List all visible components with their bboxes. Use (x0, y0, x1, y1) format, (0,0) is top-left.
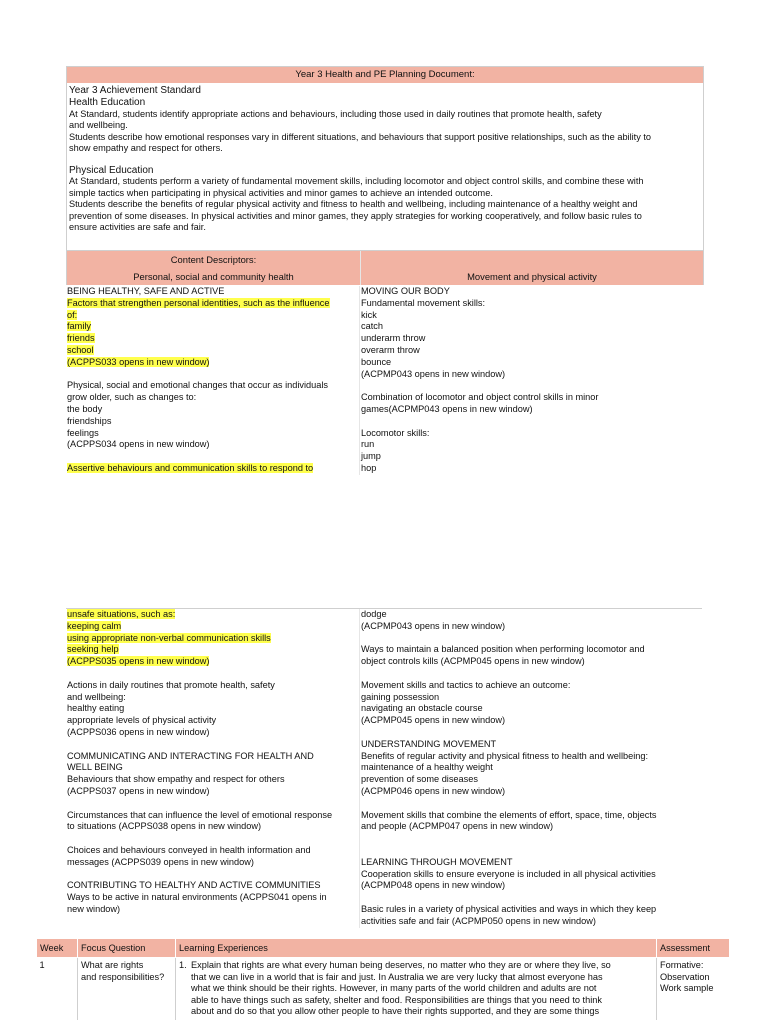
text-line (67, 621, 359, 633)
text-line (67, 880, 359, 892)
left-column-header: Personal, social and community health (67, 268, 361, 285)
text-line (67, 416, 359, 428)
descriptor-text: and wellbeing: (67, 691, 126, 702)
descriptor-text: hop (361, 462, 377, 473)
text-line (361, 392, 702, 404)
week-cell: 1 (39, 960, 45, 970)
text-line (361, 286, 702, 298)
health-paragraph-1: At Standard, students identify appropriate actions and behaviours, including those used in daily routines that promote health, safety (69, 108, 602, 119)
descriptor-text: games(ACPMP043 opens in new window) (361, 403, 533, 414)
content-descriptors-heading-empty (361, 251, 703, 268)
experience-line: about and do so that you allow other people to have their rights supported, and they are some things (191, 1006, 600, 1016)
assessment-line: Observation (660, 971, 710, 982)
descriptor-text: Assertive behaviours and communication skills to respond to (67, 462, 314, 473)
descriptor-text: Physical, social and emotional changes that occur as individuals (67, 380, 328, 391)
assessment-cell (657, 958, 730, 1020)
text-line (361, 416, 702, 428)
descriptor-text: school (67, 344, 94, 355)
focus-question-cell (78, 958, 176, 1020)
descriptor-text: maintenance of a healthy weight (361, 762, 493, 773)
text-line (361, 668, 702, 680)
descriptor-text: appropriate levels of physical activity (67, 715, 217, 726)
assessment-line: Formative: (660, 960, 704, 970)
descriptor-text: Benefits of regular activity and physical fitness to health and wellbeing: (361, 750, 649, 761)
descriptor-text: feelings (67, 427, 99, 438)
text-line (67, 845, 359, 857)
focus-line-1: What are rights (81, 960, 144, 970)
descriptor-text: run (361, 439, 375, 450)
text-line (361, 298, 702, 310)
descriptor-text: CONTRIBUTING TO HEALTHY AND ACTIVE COMMUNITIES (67, 880, 321, 891)
header-focus-question: Focus Question (78, 939, 176, 958)
descriptor-text: unsafe situations, such as: (67, 609, 176, 619)
text-line (361, 880, 702, 892)
text-line (67, 298, 359, 310)
descriptor-text: of: (67, 309, 78, 320)
text-line (361, 333, 702, 345)
descriptor-text: MOVING OUR BODY (361, 286, 450, 296)
experience-line: Explain that rights are what every human being deserves, no matter who they are or where they live, so (191, 960, 611, 970)
table-header-row (37, 939, 730, 958)
experience-line: that we can live in a world that is fair and just. In Australia we are very lucky that almost everyone has (191, 971, 603, 982)
text-line (361, 644, 702, 656)
text-line (67, 680, 359, 692)
page2-right-column (360, 609, 702, 928)
text-line (67, 668, 359, 680)
descriptor-text: BEING HEALTHY, SAFE AND ACTIVE (67, 286, 225, 296)
page2-descriptors (66, 608, 702, 928)
standard-heading: Year 3 Achievement Standard (69, 85, 201, 96)
descriptor-text: (ACPPS037 opens in new window) (67, 785, 210, 796)
text-line (361, 369, 702, 381)
text-line (361, 916, 702, 928)
text-line (361, 621, 702, 633)
descriptor-text: friends (67, 333, 95, 344)
text-line (67, 774, 359, 786)
document-title: Year 3 Health and PE Planning Document: (67, 67, 703, 83)
descriptor-text: activities safe and fair (ACPMP050 opens in new window) (361, 915, 596, 926)
text-line (361, 463, 702, 475)
text-line (361, 633, 702, 645)
descriptor-text: overarm throw (361, 344, 420, 355)
descriptor-text: and people (ACPMP047 opens in new window) (361, 821, 554, 832)
text-line (361, 404, 702, 416)
text-line (361, 845, 702, 857)
descriptor-text: prevention of some diseases (361, 774, 478, 785)
text-line (67, 380, 359, 392)
pe-paragraph-1: At Standard, students perform a variety of fundamental movement skills, including locomotor and object control skills, and combine these with (69, 176, 644, 187)
text-line (67, 810, 359, 822)
descriptor-text: family (67, 321, 91, 332)
descriptor-text: Choices and behaviours conveyed in health information and (67, 844, 311, 855)
content-descriptors-heading: Content Descriptors: (67, 251, 361, 268)
text-line (67, 463, 359, 475)
physical-education-heading: Physical Education (69, 164, 154, 176)
text-line (67, 310, 359, 322)
text-line (361, 739, 702, 751)
descriptor-text: dodge (361, 609, 387, 619)
descriptor-text: Ways to maintain a balanced position when performing locomotor and (361, 644, 645, 655)
text-line (67, 869, 359, 881)
descriptor-text: underarm throw (361, 333, 426, 344)
text-line (67, 428, 359, 440)
descriptor-text: (ACPMP046 opens in new window) (361, 785, 506, 796)
text-line (67, 392, 359, 404)
text-line (67, 451, 359, 463)
text-line (361, 751, 702, 763)
descriptor-text: Behaviours that show empathy and respect for others (67, 774, 285, 785)
achievement-standard-block (66, 66, 704, 252)
text-line (361, 786, 702, 798)
focus-line-2: and responsibilities? (81, 971, 165, 982)
health-paragraph-2: Students describe how emotional responses vary in different situations, and behaviours that support positive relationships, such as the ability to (69, 131, 652, 142)
text-line (67, 703, 359, 715)
text-line (67, 786, 359, 798)
header-week: Week (37, 939, 78, 958)
text-line (361, 680, 702, 692)
descriptor-text: Ways to be active in natural environments (ACPPS041 opens in (67, 892, 327, 903)
text-line (67, 644, 359, 656)
text-line (67, 321, 359, 333)
text-line (361, 762, 702, 774)
text-line (361, 810, 702, 822)
descriptor-text: (ACPPS034 opens in new window) (67, 439, 210, 450)
descriptor-text: friendships (67, 415, 112, 426)
text-line (67, 633, 359, 645)
pe-paragraph-2c: ensure activities are safe and fair. (69, 222, 206, 233)
descriptor-text: healthy eating (67, 703, 125, 714)
text-line (361, 703, 702, 715)
descriptor-text: (ACPPS033 opens in new window) (67, 356, 210, 367)
text-line (361, 609, 702, 621)
pe-paragraph-1b: simple tactics when participating in physical activities and minor games to achieve an intended outcome. (69, 187, 493, 198)
text-line (67, 892, 359, 904)
descriptor-text: WELL BEING (67, 762, 123, 773)
text-line (67, 751, 359, 763)
text-line (361, 904, 702, 916)
text-line (67, 439, 359, 451)
text-line (67, 656, 359, 668)
text-line (361, 428, 702, 440)
descriptor-text: Actions in daily routines that promote health, safety (67, 679, 275, 690)
page1-left-column (66, 286, 360, 475)
text-line (67, 739, 359, 751)
descriptor-text: bounce (361, 356, 392, 367)
experience-line: what we think should be their rights. However, in many parts of the world children and adults are not (191, 983, 597, 993)
descriptor-text: using appropriate non-verbal communication skills (67, 632, 271, 643)
pe-paragraph-2: Students describe the benefits of regular physical activity and fitness to health and wellbeing, including maintenance of a healthy weight and (69, 199, 638, 210)
health-education-heading: Health Education (69, 96, 146, 108)
descriptor-text: (ACPPS036 opens in new window) (67, 726, 210, 737)
descriptor-text: navigating an obstacle course (361, 703, 483, 714)
text-line (67, 715, 359, 727)
text-line (67, 333, 359, 345)
text-line (67, 286, 359, 298)
text-line (67, 904, 359, 916)
text-line (67, 798, 359, 810)
descriptor-text: Factors that strengthen personal identities, such as the influence (67, 297, 330, 308)
descriptor-text: catch (361, 321, 383, 332)
text-line (361, 451, 702, 463)
descriptor-text: Basic rules in a variety of physical activities and ways in which they keep (361, 903, 657, 914)
weekly-plan-table (36, 938, 730, 1020)
text-line (67, 357, 359, 369)
descriptor-text: the body (67, 403, 103, 414)
text-line (361, 857, 702, 869)
descriptor-text: seeking help (67, 644, 119, 655)
descriptor-text: Movement skills that combine the elements of effort, space, time, objects (361, 809, 657, 820)
achievement-standard-text (67, 83, 703, 251)
text-line (67, 821, 359, 833)
descriptor-text: (ACPMP043 opens in new window) (361, 620, 506, 631)
text-line (361, 380, 702, 392)
page1-descriptors (66, 286, 702, 475)
text-line (67, 345, 359, 357)
health-paragraph-1b: and wellbeing. (69, 120, 128, 131)
descriptor-text: to situations (ACPPS038 opens in new window) (67, 821, 262, 832)
descriptor-text: grow older, such as changes to: (67, 392, 197, 403)
table-row (37, 958, 730, 1020)
descriptor-text: Circumstances that can influence the level of emotional response (67, 809, 333, 820)
descriptor-text: jump (361, 451, 381, 462)
descriptor-text: LEARNING THROUGH MOVEMENT (361, 856, 513, 867)
text-line (361, 892, 702, 904)
descriptor-text: gaining possession (361, 691, 440, 702)
experience-text (191, 960, 611, 1018)
text-line (361, 715, 702, 727)
descriptor-text: messages (ACPPS039 opens in new window) (67, 856, 254, 867)
text-line (361, 439, 702, 451)
health-paragraph-2b: show empathy and respect for others. (69, 143, 223, 154)
text-line (67, 857, 359, 869)
descriptor-text: new window) (67, 903, 121, 914)
header-assessment: Assessment (657, 939, 730, 958)
descriptor-text: (ACPMP043 opens in new window) (361, 368, 506, 379)
text-line (361, 656, 702, 668)
header-learning-experiences: Learning Experiences (176, 939, 657, 958)
right-column-header: Movement and physical activity (361, 268, 703, 285)
text-line (361, 821, 702, 833)
descriptor-text: kick (361, 309, 377, 320)
text-line (67, 609, 359, 621)
text-line (361, 833, 702, 845)
text-line (361, 357, 702, 369)
descriptor-text: COMMUNICATING AND INTERACTING FOR HEALTH AND (67, 750, 314, 761)
page2-left-column (66, 609, 360, 928)
assessment-line: Work sample (660, 983, 714, 993)
text-line (361, 345, 702, 357)
text-line (67, 369, 359, 381)
page1-right-column (360, 286, 702, 475)
text-line (67, 404, 359, 416)
text-line (67, 762, 359, 774)
text-line (67, 833, 359, 845)
descriptor-text: Fundamental movement skills: (361, 297, 486, 308)
descriptor-text: Locomotor skills: (361, 427, 430, 438)
descriptor-text: Combination of locomotor and object control skills in minor (361, 392, 599, 403)
learning-experiences-cell (176, 958, 657, 1020)
descriptor-text: (ACPPS035 opens in new window) (67, 656, 210, 667)
descriptor-text: Movement skills and tactics to achieve an outcome: (361, 679, 571, 690)
experience-number: 1. (179, 960, 187, 970)
text-line (67, 692, 359, 704)
text-line (361, 798, 702, 810)
descriptor-text: UNDERSTANDING MOVEMENT (361, 738, 497, 749)
text-line (361, 310, 702, 322)
text-line (67, 727, 359, 739)
pe-paragraph-2b: prevention of some diseases. In physical activities and minor games, they apply strategies for working cooperatively, and follow basic rules to (69, 210, 642, 221)
descriptor-text: (ACPMP045 opens in new window) (361, 715, 506, 726)
descriptor-text: Cooperation skills to ensure everyone is included in all physical activities (361, 868, 656, 879)
text-line (361, 692, 702, 704)
text-line (361, 869, 702, 881)
text-line (361, 321, 702, 333)
descriptor-text: (ACPMP048 opens in new window) (361, 880, 506, 891)
content-descriptors-header (66, 250, 704, 285)
text-line (361, 727, 702, 739)
descriptor-text: keeping calm (67, 620, 122, 631)
descriptor-text: object controls kills (ACPMP045 opens in new window) (361, 656, 585, 667)
text-line (361, 774, 702, 786)
experience-line: able to have things such as safety, shelter and food. Responsibilities are things that you need to think (191, 994, 602, 1005)
